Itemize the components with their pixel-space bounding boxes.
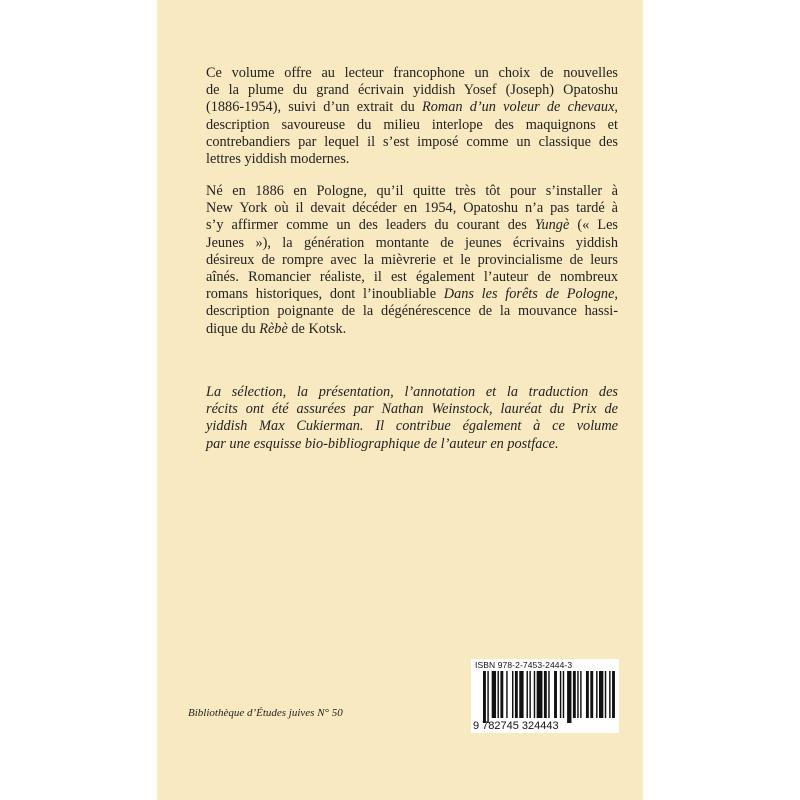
barcode-bar [492, 671, 496, 718]
text-line: description poignante de la dégénérescence de la mouvance hassi- [206, 303, 618, 320]
barcode-digits: 9 782745 324443 [473, 720, 559, 732]
text-line: aînés. Romancier réaliste, il est également l’auteur de nombreux [206, 269, 618, 286]
barcode-bar [554, 671, 557, 718]
book-title-italic: Dans les forêts de Pologne [443, 286, 615, 303]
text-line: dique du Rèbè de Kotsk. [206, 320, 347, 337]
barcode-bar [512, 671, 513, 718]
barcode-bar [487, 671, 488, 723]
barcode-bar [580, 671, 581, 718]
barcode-bar [537, 671, 543, 718]
isbn-label: ISBN 978-2-7453-2444-3 [475, 660, 573, 670]
movement-name-italic: Yungè [534, 217, 570, 234]
barcode-bar [605, 671, 606, 718]
barcode-bar [506, 671, 507, 718]
series-label: Bibliothèque d’Études juives N° 50 [188, 707, 343, 719]
description-paragraph-1 [206, 65, 618, 168]
barcode-bar [500, 671, 503, 718]
barcode-bar [609, 671, 610, 718]
barcode-bar [519, 671, 523, 718]
barcode-bar [563, 671, 564, 718]
text-line: s’y affirmer comme un des leaders du courant des Yungè (« Les [206, 217, 618, 234]
text-line: description savoureuse du milieu interlope des maquignons et [206, 116, 618, 133]
barcode-bar [548, 671, 549, 718]
barcode-bar [590, 671, 593, 718]
text-line: par une esquisse bio-bibliographique de l’auteur en postface. [206, 435, 559, 452]
barcode-bar [515, 671, 518, 718]
text-line: de la plume du grand écrivain yiddish Yosef (Joseph) Opatoshu [206, 82, 618, 99]
barcode-bar [612, 671, 615, 718]
barcode-bar [534, 671, 535, 718]
barcode-bar [599, 671, 603, 718]
text-line: New York où il devait décéder en 1954, Opatoshu n’a pas tardé à [206, 200, 618, 217]
barcode-bar [527, 671, 528, 718]
barcode-bar [596, 671, 597, 718]
rebbe-italic: Rèbè [259, 320, 288, 337]
text-line: récits ont été assurées par Nathan Weinstock, lauréat du Prix de [206, 401, 618, 418]
book-title-italic: Roman d’un voleur de chevaux [421, 99, 615, 116]
text-line: yiddish Max Cukierman. Il contribue également à ce volume [206, 418, 618, 435]
barcode-panel [471, 659, 619, 733]
barcode-bar [586, 671, 589, 718]
barcode-bar [498, 671, 499, 718]
barcode-bar [483, 671, 486, 723]
description-paragraph-2 [206, 183, 618, 338]
barcode-bar [560, 671, 561, 718]
text-line: Né en 1886 en Pologne, qu’il quitte très tôt pour s’installer à [206, 183, 618, 199]
barcode-bar [577, 671, 578, 718]
text-line: contrebandiers par lequel il s’est imposé comme un classique des [206, 133, 618, 150]
text-line: Jeunes »), la génération montante de jeunes écrivains yiddish [206, 234, 618, 251]
credits-paragraph [206, 384, 618, 453]
barcode-bar [573, 671, 576, 718]
barcode-bar [529, 671, 530, 718]
text-line: Ce volume offre au lecteur francophone un choix de nouvelles [206, 65, 618, 81]
text-line: lettres yiddish modernes. [206, 151, 350, 168]
text-line: (1886-1954), suivi d’un extrait du Roman d’un voleur de chevaux, [206, 99, 618, 116]
text-line: désireux de rompre avec la mièvrerie et le provincialisme de leurs [206, 251, 618, 268]
text-line: romans historiques, dont l’inoubliable Dans les forêts de Pologne, [206, 286, 618, 303]
barcode-bar [567, 671, 571, 723]
barcode-bar [544, 671, 547, 718]
text-line: La sélection, la présentation, l’annotation et la traduction des [206, 384, 618, 400]
